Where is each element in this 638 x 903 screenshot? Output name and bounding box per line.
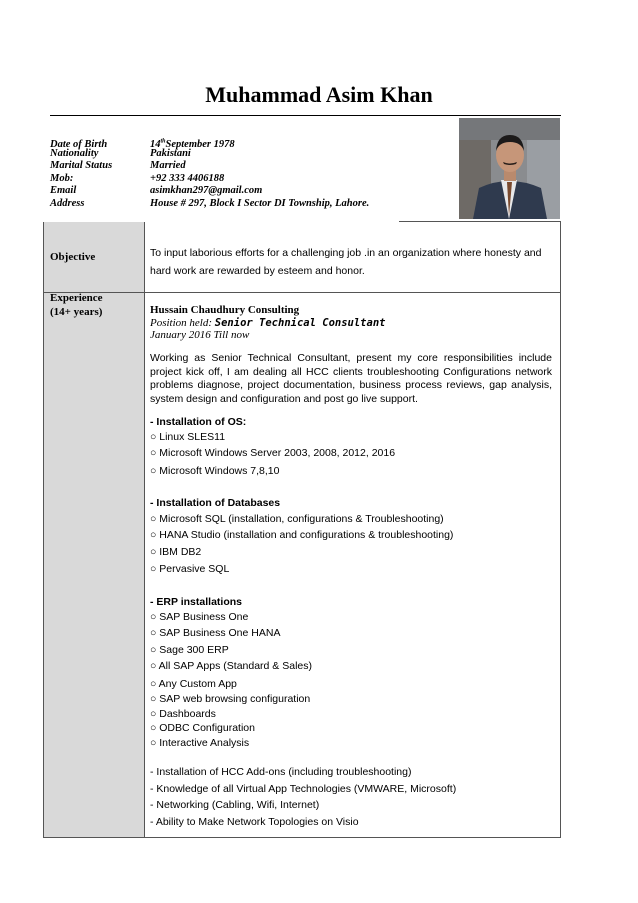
skills-list-item: ○ SAP Business One HANA bbox=[150, 627, 281, 639]
header-table-line bbox=[399, 221, 561, 222]
personal-row-email bbox=[50, 185, 369, 198]
position-held: Position held: Senior Technical Consultant bbox=[150, 317, 386, 329]
personal-label: Email bbox=[50, 185, 77, 197]
skills-list-item: ○ HANA Studio (installation and configurations & troubleshooting) bbox=[150, 529, 454, 541]
table-border-left bbox=[43, 222, 44, 837]
table-row-divider bbox=[43, 292, 561, 293]
table-border-middle bbox=[144, 222, 145, 837]
skills-list-item: ○ Dashboards bbox=[150, 708, 216, 720]
table-border-right bbox=[560, 222, 561, 837]
skills-list-item: ○ ODBC Configuration bbox=[150, 722, 255, 734]
personal-label: Nationality bbox=[50, 147, 99, 159]
skills-list-item: ○ SAP web browsing configuration bbox=[150, 693, 311, 705]
position-title: Senior Technical Consultant bbox=[214, 317, 386, 329]
skills-list-item: - Ability to Make Network Topologies on Visio bbox=[150, 816, 359, 828]
personal-row-address bbox=[50, 198, 369, 211]
resume-name: Muhammad Asim Khan bbox=[205, 82, 433, 107]
skills-list-item: ○ Pervasive SQL bbox=[150, 563, 230, 575]
skills-list-item: ○ Sage 300 ERP bbox=[150, 644, 229, 656]
skills-section-heading: - Installation of Databases bbox=[150, 497, 281, 509]
skills-list-item: ○ Microsoft Windows Server 2003, 2008, 2012, 2016 bbox=[150, 447, 396, 459]
personal-value: 14thSeptember 1978 bbox=[150, 138, 235, 150]
company-name: Hussain Chaudhury Consulting bbox=[150, 304, 300, 316]
personal-row-mobile bbox=[50, 173, 369, 186]
skills-section-heading: - Installation of OS: bbox=[150, 416, 247, 428]
profile-photo bbox=[459, 118, 560, 219]
skills-list-item: ○ Interactive Analysis bbox=[150, 737, 250, 749]
skills-list-item: - Networking (Cabling, Wifi, Internet) bbox=[150, 799, 320, 811]
employment-date: January 2016 Till now bbox=[150, 329, 250, 341]
skills-list-item: ○ Any Custom App bbox=[150, 678, 237, 690]
skills-list-item: ○ All SAP Apps (Standard & Sales) bbox=[150, 660, 312, 672]
personal-label: Date of Birth bbox=[50, 138, 108, 150]
experience-label: Experience bbox=[50, 292, 103, 304]
personal-value: House # 297, Block I Sector DI Township, Lahore. bbox=[150, 197, 370, 209]
personal-value: asimkhan297@gmail.com bbox=[150, 185, 263, 197]
personal-row-dob bbox=[50, 135, 369, 148]
skills-list-item: - Installation of HCC Add-ons (including troubleshooting) bbox=[150, 766, 412, 778]
objective-text: To input laborious efforts for a challenging job .in an organization where honesty and hard work are rewarded by esteem and honor. bbox=[150, 247, 542, 277]
skills-list-item: ○ Microsoft Windows 7,8,10 bbox=[150, 465, 280, 477]
skills-list-item: - Knowledge of all Virtual App Technologies (VMWARE, Microsoft) bbox=[150, 783, 457, 795]
personal-value: +92 333 4406188 bbox=[150, 172, 225, 184]
personal-info bbox=[50, 135, 369, 211]
skills-list-item: ○ IBM DB2 bbox=[150, 546, 202, 558]
objective-label: Objective bbox=[50, 251, 96, 263]
skills-list-item: ○ Microsoft SQL (installation, configurations & Troubleshooting) bbox=[150, 513, 444, 525]
personal-value: Pakistani bbox=[150, 147, 191, 159]
experience-years: (14+ years) bbox=[50, 306, 103, 318]
skills-list-item: ○ Linux SLES11 bbox=[150, 431, 226, 443]
table-border-bottom bbox=[43, 837, 561, 838]
personal-label: Address bbox=[50, 197, 85, 209]
title-rule bbox=[50, 115, 561, 116]
job-description: Working as Senior Technical Consultant, present my core responsibilities include project kick off, I am dealing all HCC clients troubleshooting Configurations network problems diagnose, project documentation, business process reviews, gap analysis, system design and configuration and post go live support. bbox=[150, 352, 552, 405]
skills-section-heading: - ERP installations bbox=[150, 596, 242, 608]
skills-list-item: ○ SAP Business One bbox=[150, 611, 249, 623]
personal-label: Marital Status bbox=[50, 160, 113, 172]
personal-row-marital bbox=[50, 160, 369, 173]
personal-value: Married bbox=[150, 160, 186, 172]
personal-label: Mob: bbox=[50, 172, 74, 184]
